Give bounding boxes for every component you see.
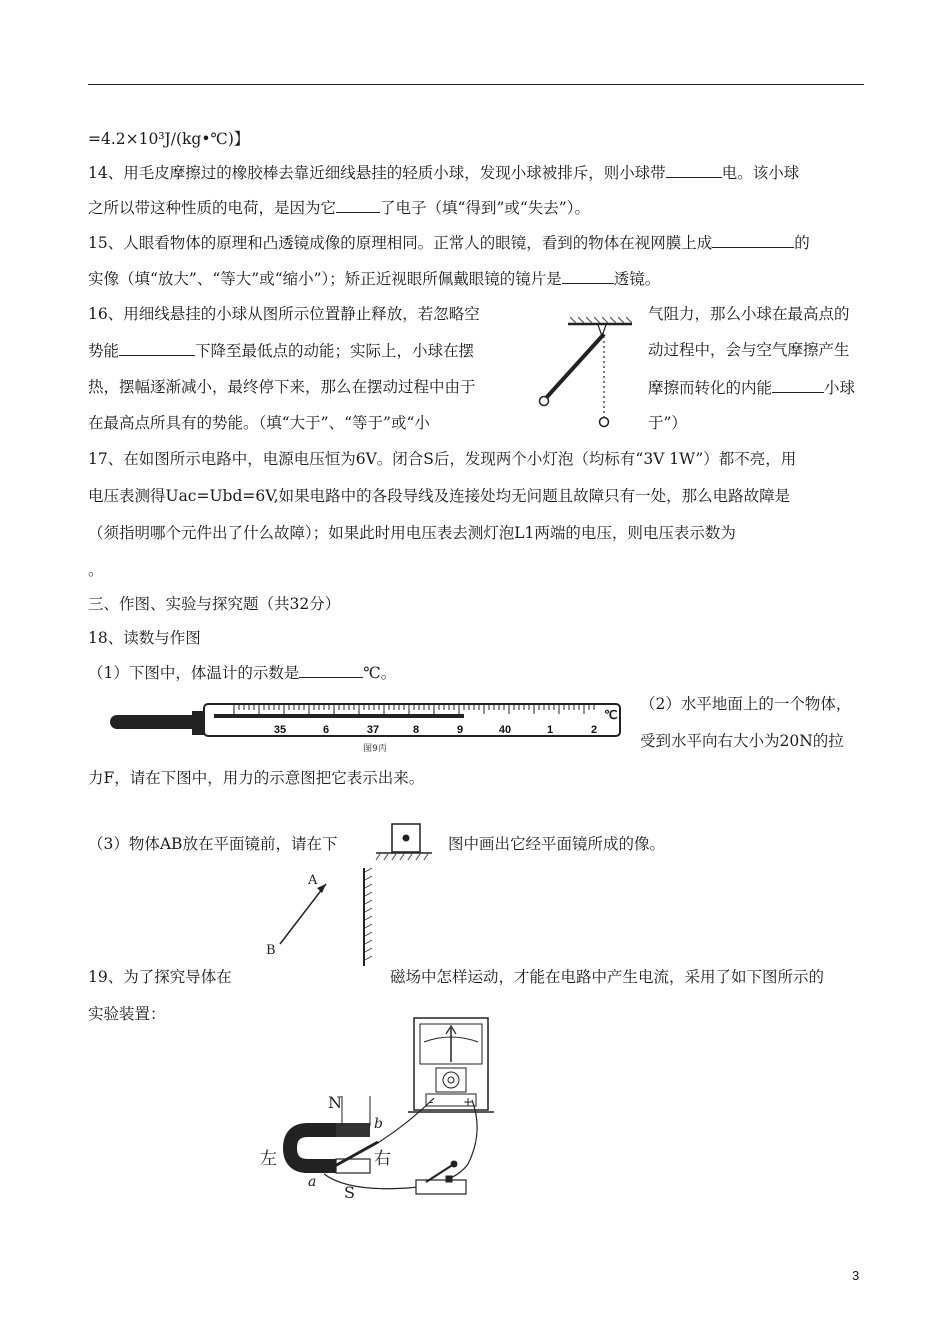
- q14-line1: [88, 162, 799, 183]
- q16-left-line4: 在最高点所具有的势能。（填“大于”、“等于”或“小: [88, 414, 430, 432]
- block-on-ground-figure: [372, 820, 434, 862]
- label-s: S: [344, 1183, 355, 1202]
- q14-text-b: 电。该小球: [721, 164, 800, 182]
- q18-p1-text: （1）下图中，体温计的示数是: [88, 664, 300, 682]
- q16-blank-potential[interactable]: [119, 340, 195, 356]
- induction-apparatus-figure: [258, 1014, 508, 1210]
- q18-part1: [88, 662, 396, 683]
- formula-carryover: =4.2×10³J/(kg•℃)】: [88, 130, 250, 148]
- q16-text-d: 小球: [824, 379, 856, 397]
- q15-line1: [88, 232, 810, 253]
- q17-line4: 。: [88, 561, 104, 579]
- q18-part3-text-b: 图中画出它经平面镜所成的像。: [448, 835, 666, 853]
- q16-right-line1: 气阻力，那么小球在最高点的: [648, 305, 850, 323]
- header-rule: [88, 84, 864, 85]
- q16-left-line1: 16、用细线悬挂的小球从图所示位置静止释放，若忽略空: [88, 305, 480, 323]
- q15-line2: [88, 268, 660, 289]
- thermometer-figure: [104, 697, 630, 757]
- galvanometer-plus: +: [463, 1095, 474, 1109]
- q16-left-line3: 热，摆幅逐渐减小，最终停下来，那么在摆动过程中由于: [88, 378, 476, 396]
- arrow-head: [317, 884, 326, 893]
- q19-line1-a: 19、为了探究导体在: [88, 968, 232, 986]
- pendulum-string: [546, 334, 604, 398]
- q15-blank-lens[interactable]: [562, 268, 614, 284]
- galvanometer: [408, 1018, 494, 1112]
- pendulum-ball-start: [540, 397, 549, 406]
- block-center-dot: [403, 835, 410, 842]
- label-n: N: [328, 1093, 342, 1112]
- q15-text-d: 透镜。: [613, 270, 661, 288]
- magnet-n-pole: [336, 1123, 370, 1137]
- label-a: A: [308, 873, 318, 888]
- pendulum-figure: [530, 312, 640, 434]
- section-3-heading: 三、作图、实验与探究题（共32分）: [88, 595, 341, 613]
- q15-blank-image[interactable]: [712, 232, 794, 248]
- tick-label-39: 9: [456, 724, 464, 736]
- q15-text-a: 15、人眼看物体的原理和凸透镜成像的原理相同。正常人的眼镜，看到的物体在视网膜上成: [88, 234, 713, 252]
- wire-2: [324, 1100, 477, 1189]
- q14-line2: [88, 197, 590, 218]
- tick-label-37: 37: [366, 724, 380, 736]
- switch: [416, 1161, 466, 1194]
- q18-part2-line2: 受到水平向右大小为20N的拉: [640, 732, 844, 750]
- tick-label-41: 1: [546, 724, 554, 736]
- label-right: 右: [374, 1149, 391, 1169]
- q14-text-d: 了电子（填“得到”或“失去”）。: [380, 199, 590, 217]
- q16-right-line3: [648, 377, 855, 398]
- galvanometer-minus: -: [429, 1095, 434, 1109]
- label-left: 左: [260, 1149, 277, 1169]
- q14-text-c: 之所以带这种性质的电荷，是因为它: [88, 199, 337, 217]
- q16-text-c: 摩擦而转化的内能: [648, 379, 773, 397]
- tick-label-42: 2: [590, 724, 598, 736]
- q14-blank-charge[interactable]: [666, 162, 722, 178]
- q19-line1-b: 磁场中怎样运动，才能在电路中产生电流，采用了如下图所示的: [390, 968, 825, 986]
- page-number: 3: [852, 1268, 860, 1283]
- q18-title: 18、读数与作图: [88, 629, 201, 647]
- label-b: b: [374, 1116, 383, 1132]
- pendulum-ball-bottom: [600, 418, 609, 427]
- q16-blank-internal-energy[interactable]: [772, 377, 824, 393]
- q16-left-line2: [88, 340, 474, 361]
- q19-line2: 实验装置：: [88, 1005, 166, 1023]
- tick-label-38: 8: [412, 724, 420, 736]
- tick-label-36: 6: [322, 724, 330, 736]
- q15-text-c: 实像（填“放大”、“等大”或“缩小”）；矫正近视眼所佩戴眼镜的镜片是: [88, 270, 562, 288]
- thermometer-bulb: [110, 715, 198, 729]
- object-ab: [280, 884, 326, 944]
- q16-text-a: 势能: [88, 342, 120, 360]
- tick-label-35: 35: [273, 724, 287, 736]
- q18-blank-temperature[interactable]: [299, 662, 363, 678]
- q16-right-line4: 于”）: [648, 414, 687, 432]
- q15-text-b: 的: [794, 234, 810, 252]
- q16-right-line2: 动过程中，会与空气摩擦产生: [648, 341, 850, 359]
- plane-mirror-figure: [260, 866, 380, 970]
- q18-part2-line3: 力F，请在下图中，用力的示意图把它表示出来。: [88, 769, 425, 787]
- label-a: a: [308, 1174, 317, 1190]
- q18-part2-line1: （2）水平地面上的一个物体，: [640, 695, 852, 713]
- thermometer-caption: 图9丙: [363, 744, 387, 754]
- mercury-column: [214, 714, 464, 718]
- q18-part3-text-a: （3）物体AB放在平面镜前，请在下: [88, 835, 338, 853]
- q14-text-a: 14、用毛皮摩擦过的橡胶棒去靠近细线悬挂的轻质小球，发现小球被排斥，则小球带: [88, 164, 666, 182]
- q17-line1: 17、在如图所示电路中，电源电压恒为6V。闭合S后，发现两个小灯泡（均标有“3V 1W”）都不亮，用: [88, 450, 797, 468]
- q14-blank-electron[interactable]: [336, 197, 380, 213]
- thermometer-unit: ℃: [604, 708, 618, 722]
- tick-label-40: 40: [498, 724, 512, 736]
- q18-p1-unit: ℃。: [363, 664, 397, 682]
- label-b: B: [266, 943, 276, 958]
- q17-line2: 电压表测得Uac=Ubd=6V,如果电路中的各段导线及连接处均无问题且故障只有一处，那么电路故障是: [88, 487, 791, 505]
- q16-text-b: 下降至最低点的动能；实际上，小球在摆: [195, 342, 475, 360]
- q17-line3: （须指明哪个元件出了什么故障）；如果此时用电压表去测灯泡L1两端的电压，则电压表示数为: [88, 524, 736, 542]
- mirror-hatching: [365, 868, 372, 960]
